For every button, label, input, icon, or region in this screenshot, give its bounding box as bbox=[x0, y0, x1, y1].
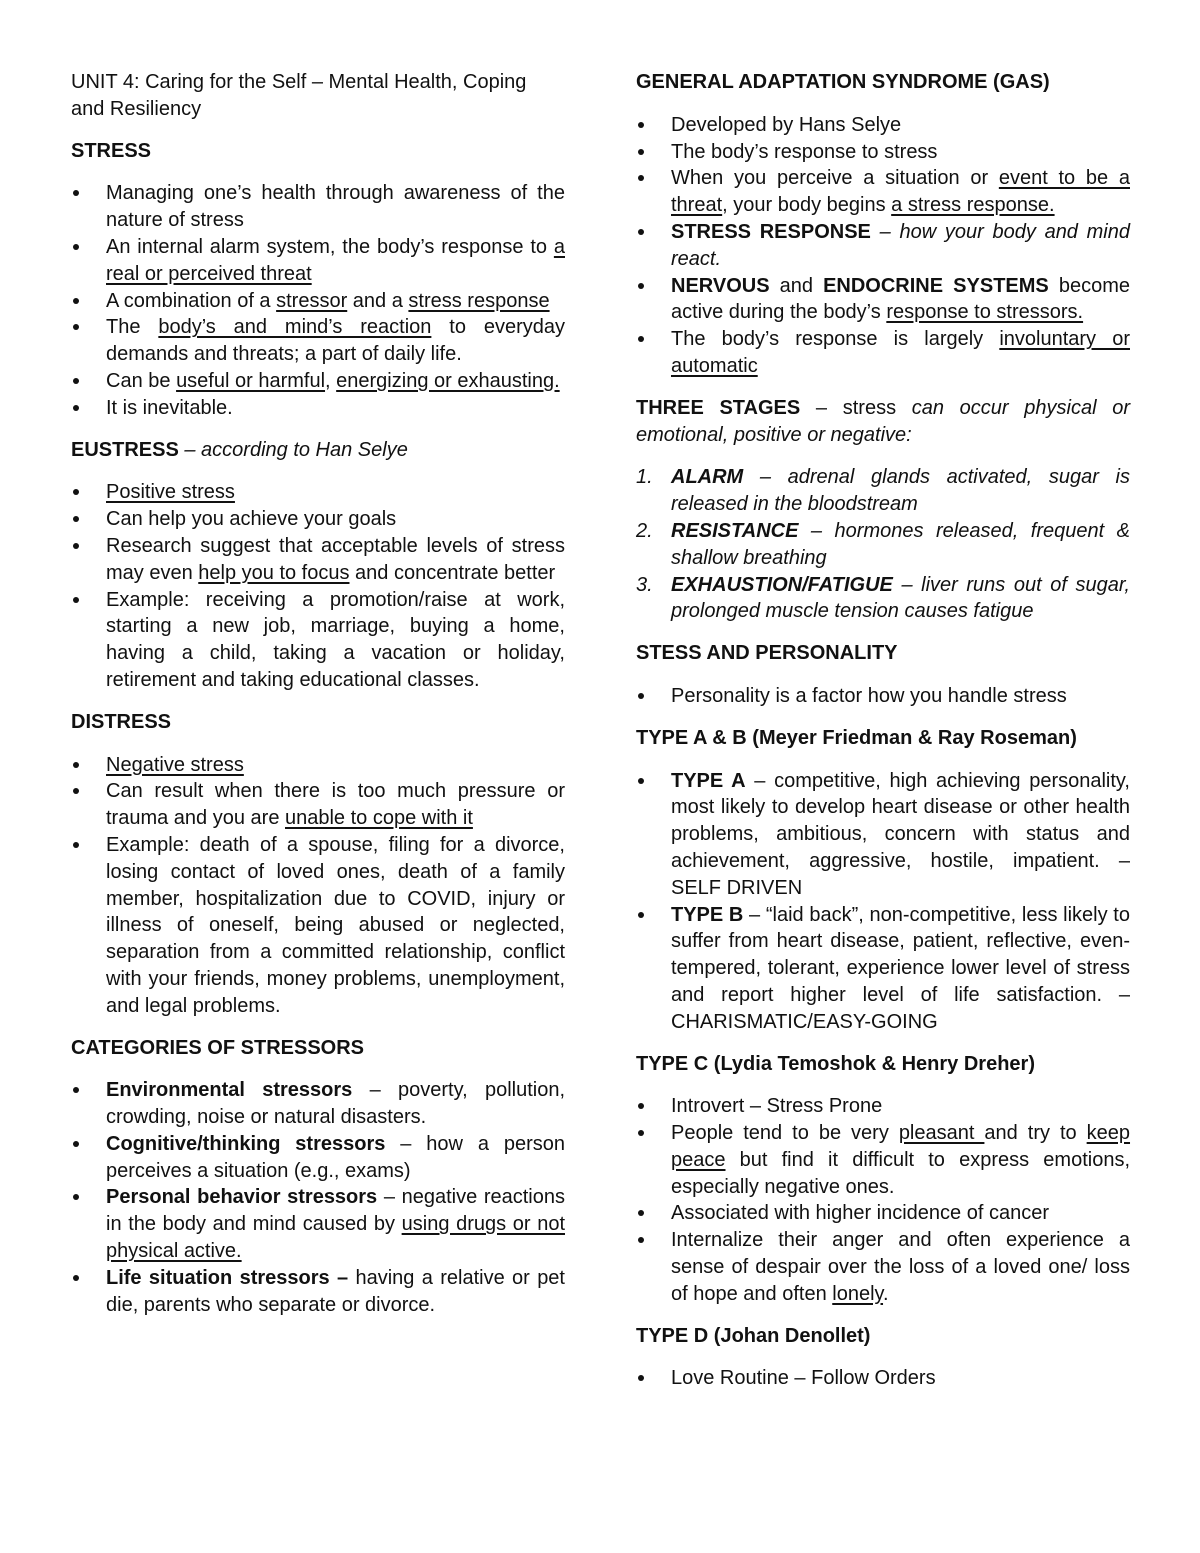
three-stages-heading: THREE STAGES – stress can occur physical or emotional, positive or negative: bbox=[636, 396, 1130, 446]
list-item: TYPE B – “laid back”, non-competitive, less likely to suffer from heart disease, patient, reflective, even-tempered, tolerant, experience lower level of stress and report higher level of life satisfaction. – CHARISMATIC/EASY-GOING bbox=[636, 902, 1130, 1036]
personality-list bbox=[636, 683, 1130, 710]
list-item: Cognitive/thinking stressors – how a person perceives a situation (e.g., exams) bbox=[71, 1131, 565, 1185]
type-ab-heading: TYPE A & B (Meyer Friedman & Ray Roseman) bbox=[636, 726, 1077, 749]
list-item: 1. ALARM – adrenal glands activated, sugar is released in the bloodstream bbox=[636, 466, 1130, 516]
list-item: A combination of a stressor and a stress response bbox=[71, 288, 565, 315]
stress-list bbox=[71, 180, 565, 421]
list-item: Managing one’s health through awareness of the nature of stress bbox=[71, 180, 565, 234]
list-item: It is inevitable. bbox=[71, 395, 565, 422]
stress-heading: STRESS bbox=[71, 139, 152, 162]
type-ab-list bbox=[636, 768, 1130, 1036]
distress-heading: DISTRESS bbox=[71, 710, 172, 733]
list-item: 2. RESISTANCE – hormones released, frequent & shallow breathing bbox=[636, 519, 1130, 569]
list-item: Positive stress bbox=[71, 479, 565, 506]
type-d-heading: TYPE D (Johan Denollet) bbox=[636, 1324, 871, 1347]
gas-list bbox=[636, 112, 1130, 380]
type-d-list bbox=[636, 1365, 1130, 1392]
document-title: UNIT 4: Caring for the Self – Mental Health, Coping and Resiliency bbox=[71, 71, 527, 120]
list-item: Personal behavior stressors – negative reactions in the body and mind caused by using drugs or not physical active. bbox=[71, 1184, 565, 1264]
personality-heading: STESS AND PERSONALITY bbox=[636, 642, 898, 665]
distress-list bbox=[71, 752, 565, 1020]
list-item: Developed by Hans Selye bbox=[636, 112, 1130, 139]
list-item: An internal alarm system, the body’s response to a real or perceived threat bbox=[71, 234, 565, 288]
right-column bbox=[636, 69, 1130, 1407]
categories-list bbox=[71, 1077, 565, 1318]
list-item: When you perceive a situation or event to be a threat, your body begins a stress response. bbox=[636, 165, 1130, 219]
list-item: Research suggest that acceptable levels of stress may even help you to focus and concentrate better bbox=[71, 533, 565, 587]
list-item: NERVOUS and ENDOCRINE SYSTEMS become active during the body’s response to stressors. bbox=[636, 273, 1130, 327]
list-item: STRESS RESPONSE – how your body and mind react. bbox=[636, 219, 1130, 273]
categories-heading: CATEGORIES OF STRESSORS bbox=[71, 1036, 364, 1059]
list-item: Associated with higher incidence of cancer bbox=[636, 1200, 1130, 1227]
list-item: Love Routine – Follow Orders bbox=[636, 1365, 1130, 1392]
list-item: Example: death of a spouse, filing for a divorce, losing contact of loved ones, death of a family member, hospitalization due to COVID, injury or illness of oneself, being abused or neglected, separation from a committed relationship, conflict with your friends, money problems, unemployment, and legal problems. bbox=[71, 832, 565, 1020]
left-column bbox=[71, 69, 565, 1333]
gas-heading: GENERAL ADAPTATION SYNDROME (GAS) bbox=[636, 71, 1050, 93]
type-c-list bbox=[636, 1093, 1130, 1307]
type-c-heading: TYPE C (Lydia Temoshok & Henry Dreher) bbox=[636, 1052, 1035, 1075]
list-item: 3. EXHAUSTION/FATIGUE – liver runs out of sugar, prolonged muscle tension causes fatigue bbox=[636, 573, 1130, 623]
list-item: Life situation stressors – having a relative or pet die, parents who separate or divorce. bbox=[71, 1265, 565, 1319]
list-item: The body’s and mind’s reaction to everyday demands and threats; a part of daily life. bbox=[71, 314, 565, 368]
eustress-list bbox=[71, 479, 565, 693]
list-item: Can help you achieve your goals bbox=[71, 506, 565, 533]
list-item: People tend to be very pleasant and try to keep peace but find it difficult to express emotions, especially negative ones. bbox=[636, 1120, 1130, 1200]
list-item: Example: receiving a promotion/raise at work, starting a new job, marriage, buying a home, having a child, taking a vacation or holiday, retirement and taking educational classes. bbox=[71, 587, 565, 694]
eustress-heading: EUSTRESS – according to Han Selye bbox=[71, 438, 408, 461]
list-item: Can be useful or harmful, energizing or exhausting. bbox=[71, 368, 565, 395]
three-stages-list bbox=[636, 464, 1130, 625]
list-item: Internalize their anger and often experience a sense of despair over the loss of a loved one/ loss of hope and often lonely. bbox=[636, 1227, 1130, 1307]
list-item: The body’s response is largely involuntary or automatic bbox=[636, 326, 1130, 380]
list-item: TYPE A – competitive, high achieving personality, most likely to develop heart disease or other health problems, ambitious, concern with status and achievement, aggressive, hostile, impatient. – SELF DRIVEN bbox=[636, 768, 1130, 902]
list-item: Personality is a factor how you handle stress bbox=[636, 683, 1130, 710]
list-item: Environmental stressors – poverty, pollution, crowding, noise or natural disasters. bbox=[71, 1077, 565, 1131]
list-item: Introvert – Stress Prone bbox=[636, 1093, 1130, 1120]
list-item: Can result when there is too much pressure or trauma and you are unable to cope with it bbox=[71, 778, 565, 832]
list-item: Negative stress bbox=[71, 752, 565, 779]
list-item: The body’s response to stress bbox=[636, 139, 1130, 166]
